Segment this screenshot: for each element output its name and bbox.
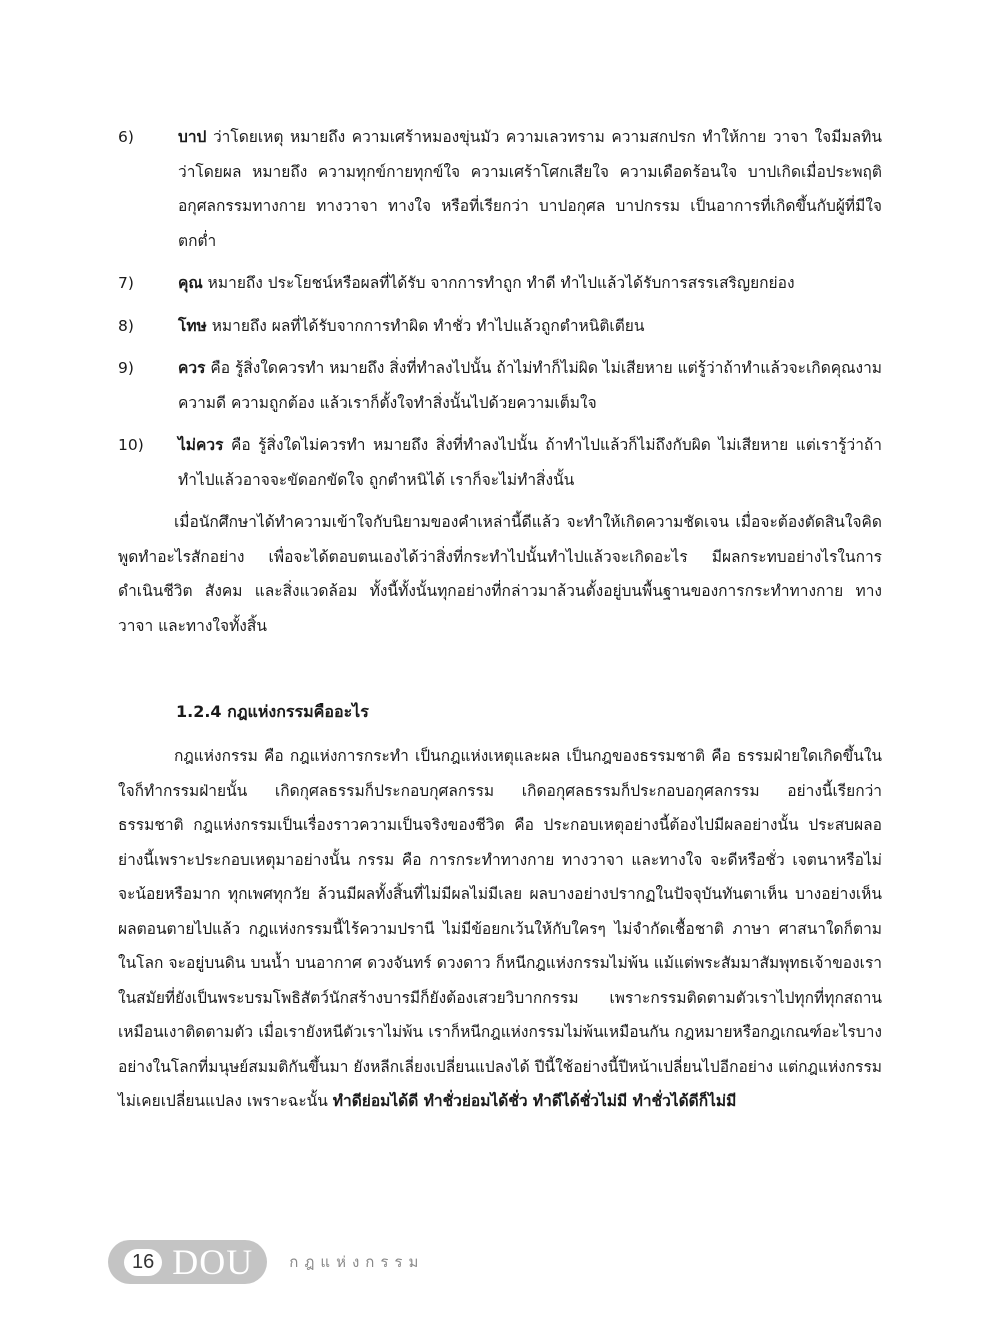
page-number: 16	[124, 1249, 162, 1276]
definition-item-7	[118, 266, 882, 301]
item-number: 8)	[118, 316, 134, 335]
item-number: 9)	[118, 359, 134, 377]
item-number: 10)	[118, 436, 144, 454]
definition-item-6	[118, 120, 882, 258]
section-heading: 1.2.4 กฎแห่งกรรมคืออะไร	[176, 702, 369, 721]
item-term: บาป	[178, 128, 207, 146]
item-text: คือ รู้สิ่งใดควรทำ หมายถึง สิ่งที่ทำลงไปนั้น ถ้าไม่ทำก็ไม่ผิด ไม่เสียหาย แต่รู้ว่าถ้าทำแล้วจะเกิดคุณงามความดี ความถูกต้อง แล้วเราก็ตั้งใจทำสิ่งนั้นไปด้วยความเต็มใจ	[178, 359, 882, 412]
section-body-paragraph	[118, 739, 882, 1119]
section-body-bold-text: ทำดีย่อมได้ดี ทำชั่วย่อมได้ชั่ว ทำดีได้ชั่วไม่มี ทำชั่วได้ดีก็ไม่มี	[332, 1092, 737, 1110]
page-content	[118, 120, 882, 1119]
item-text: ว่าโดยเหตุ หมายถึง ความเศร้าหมองขุ่นมัว ความเลวทราม ความสกปรก ทำให้กาย วาจา ใจมีมลทิน ว่าโดยผล หมายถึง ความทุกข์กายทุกข์ใจ ความเศร้าโศกเสียใจ ความเดือดร้อนใจ บาปเกิดเมื่อประพฤติอกุศลกรรมทางกาย ทางวาจา ทางใจ หรือที่เรียกว่า บาปอกุศล บาปกรรม เป็นอาการที่เกิดขึ้นกับผู้ที่มีใจตกต่ำ	[178, 128, 882, 250]
item-text: หมายถึง ผลที่ได้รับจากการทำผิด ทำชั่ว ทำไปแล้วถูกตำหนิติเตียน	[206, 316, 645, 335]
item-number: 6)	[118, 128, 134, 146]
item-text: หมายถึง ประโยชน์หรือผลที่ได้รับ จากการทำถูก ทำดี ทำไปแล้วได้รับการสรรเสริญยกย่อง	[202, 274, 795, 292]
summary-paragraph: เมื่อนักศึกษาได้ทำความเข้าใจกับนิยามของคำเหล่านี้ดีแล้ว จะทำให้เกิดความชัดเจน เมื่อจะต้องตัดสินใจคิดพูดทำอะไรสักอย่าง เพื่อจะได้ตอบตนเองได้ว่าสิ่งที่กระทำไปนั้นทำไปแล้วจะเกิดอะไร มีผลกระทบอย่างไรในการดำเนินชีวิต สังคม และสิ่งแวดล้อม ทั้งนี้ทั้งนั้นทุกอย่างที่กล่าวมาล้วนตั้งอยู่บนพื้นฐานของการกระทำทางกาย ทางวาจา และทางใจทั้งสิ้น	[118, 513, 882, 635]
definition-item-9	[118, 351, 882, 420]
definition-item-8	[118, 309, 882, 344]
item-number: 7)	[118, 274, 134, 292]
footer-badge	[108, 1240, 267, 1284]
item-text: คือ รู้สิ่งใดไม่ควรทำ หมายถึง สิ่งที่ทำลงไปนั้น ถ้าทำไปแล้วก็ไม่ถึงกับผิด ไม่เสียหาย แต่เรารู้ว่าถ้าทำไปแล้วอาจจะขัดอกขัดใจ ถูกตำหนิได้ เราก็จะไม่ทำสิ่งนั้น	[178, 436, 882, 489]
section-body-text: กฎแห่งกรรม คือ กฎแห่งการกระทำ เป็นกฎแห่งเหตุและผล เป็นกฎของธรรมชาติ คือ ธรรมฝ่ายใดเกิดขึ้นในใจก็ทำกรรมฝ่ายนั้น เกิดกุศลธรรมก็ประกอบกุศลกรรม เกิดอกุศลธรรมก็ประกอบอกุศลกรรม อย่างนี้เรียกว่า ธรรมชาติ กฎแห่งกรรมเป็นเรื่องราวความเป็นจริงของชีวิต คือ ประกอบเหตุอย่างนี้ต้องไปมีผลอย่างนั้น ประสบผลอย่างนี้เพราะประกอบเหตุมาอย่างนั้น กรรม คือ การกระทำทางกาย ทางวาจา และทางใจ จะดีหรือชั่ว เจตนาหรือไม่ จะน้อยหรือมาก ทุกเพศทุกวัย ล้วนมีผลทั้งสิ้นที่ไม่มีผลไม่มีเลย ผลบางอย่างปรากฏในปัจจุบันทันตาเห็น บางอย่างเห็นผลตอนตายไปแล้ว กฎแห่งกรรมนี้ไร้ความปรานี ไม่มีข้อยกเว้นให้กับใครๆ ไม่จำกัดเชื้อชาติ ภาษา ศาสนาใดก็ตามในโลก จะอยู่บนดิน บนน้ำ บนอากาศ ดวงจันทร์ ดวงดาว ก็หนีกฎแห่งกรรมไม่พ้น แม้แต่พระสัมมาสัมพุทธเจ้าของเราในสมัยที่ยังเป็นพระบรมโพธิสัตว์นักสร้างบารมีก็ยังต้องเสวยวิบากกรรม เพราะกรรมติดตามตัวเราไปทุกที่ทุกสถานเหมือนเงาติดตามตัว เมื่อเรายังหนีตัวเราไม่พ้น เราก็หนีกฎแห่งกรรมไม่พ้นเหมือนกัน กฎหมายหรือกฎเกณฑ์อะไรบางอย่างในโลกที่มนุษย์สมมติกันขึ้นมา ยังหลีกเลี่ยงเปลี่ยนแปลงได้ ปีนี้ใช้อย่างนี้ปีหน้าเปลี่ยนไปอีกอย่าง แต่กฎแห่งกรรมไม่เคยเปลี่ยนแปลง เพราะฉะนั้น	[118, 747, 882, 1110]
item-term: ควร	[178, 359, 206, 377]
item-term: คุณ	[178, 274, 203, 292]
item-term: โทษ	[178, 316, 207, 335]
page-footer	[108, 1240, 424, 1284]
definition-item-10	[118, 428, 882, 497]
running-title: กฎแห่งกรรม	[289, 1253, 425, 1271]
item-term: ไม่ควร	[178, 436, 224, 454]
dou-logo: DOU	[172, 1242, 254, 1282]
